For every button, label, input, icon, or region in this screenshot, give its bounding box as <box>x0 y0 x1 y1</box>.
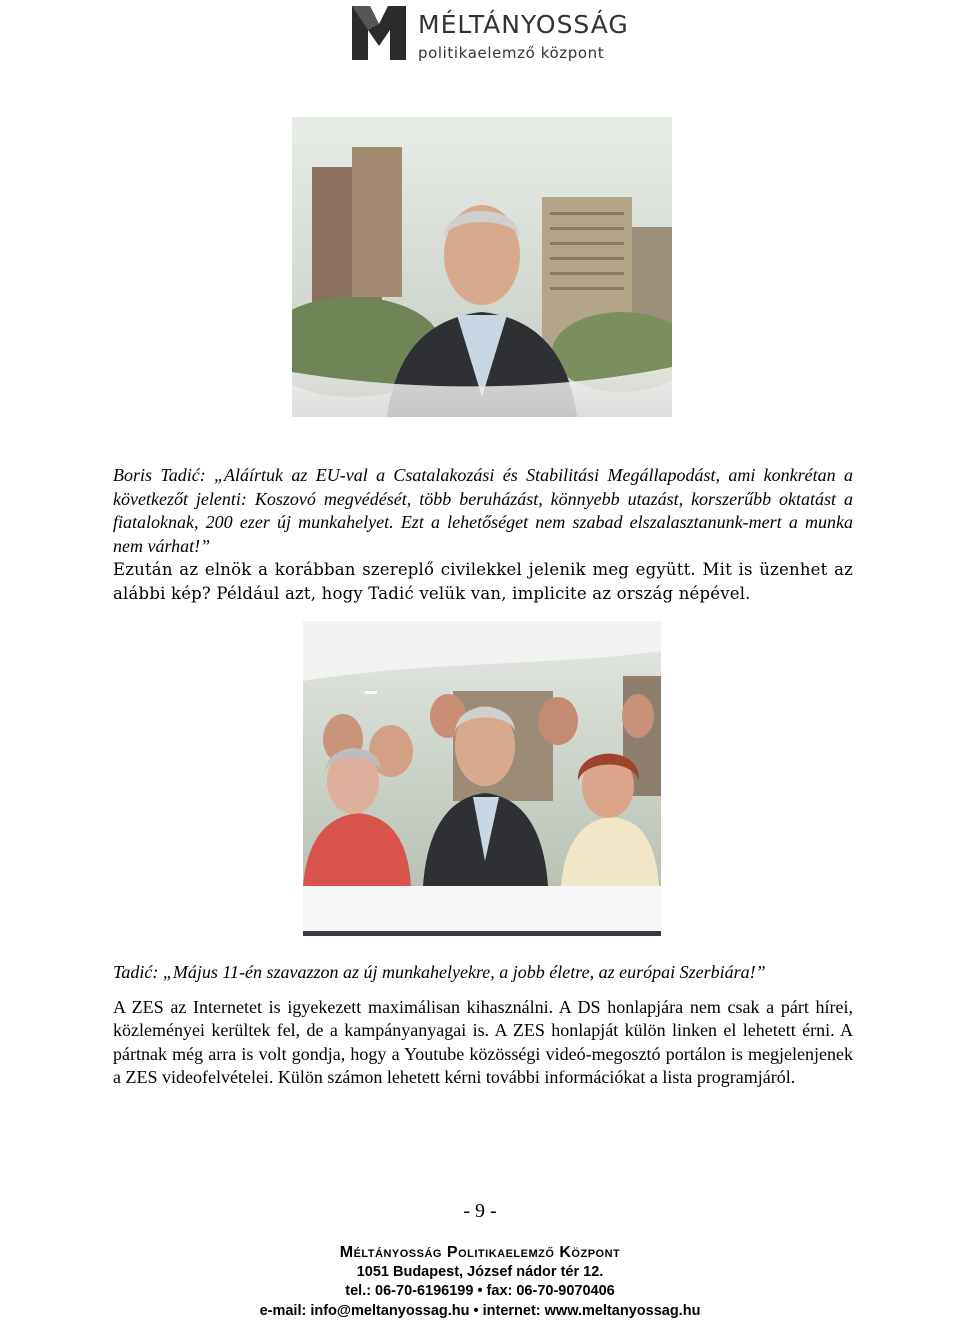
footer-email-web: e-mail: info@meltanyossag.hu • internet: www.meltanyossag.hu <box>0 1302 960 1321</box>
photo-tadic-with-civilians <box>303 621 661 936</box>
footer-org: Méltányosság Politikaelemző Központ <box>0 1243 960 1263</box>
header-logo <box>350 4 630 66</box>
logo-title: MÉLTÁNYOSSÁG <box>418 10 629 39</box>
footer <box>0 1243 960 1321</box>
paragraph-1-body: Ezután az elnök a korábban szereplő civilekkel jelenik meg együtt. Mit is üzenhet az alábbi kép? Például azt, hogy Tadić velük van, implicite az ország népével. <box>113 558 853 605</box>
logo-subtitle: politikaelemző központ <box>418 44 604 62</box>
footer-phone-fax: tel.: 06-70-6196199 • fax: 06-70-9070406 <box>0 1282 960 1302</box>
paragraph-2-body: A ZES az Internetet is igyekezett maximálisan kihasználni. A DS honlapjára nem csak a párt hírei, közleményei kerültek fel, de a kampányanyagai is. A ZES honlapját külön linken el lehetett érni. A pártnak még arra is volt gondja, hogy a Youtube közösségi videó-megosztó portálon is megjelenjenek a ZES videofelvételei. Külön számon lehetett kérni további információkat a lista programjáról. <box>113 996 853 1090</box>
photo-tadic-portrait <box>292 117 672 417</box>
caption-tadic-2: Tadić: „Május 11-én szavazzon az új munkahelyekre, a jobb életre, az európai Szerbiára!” <box>113 961 853 985</box>
quote-tadic-1: Boris Tadić: „Aláírtuk az EU-val a Csatalakozási és Stabilitási Megállapodást, ami konkrétan a következőt jelenti: Koszovó megvédését, több beruházást, könnyebb utazást, korszerűbb oktatást a fiataloknak, 200 ezer új munkahelyet. Ezt a lehetőséget nem szabad elszalasztanunk-mert a munka nem várhat!” <box>113 464 853 558</box>
footer-address: 1051 Budapest, József nádor tér 12. <box>0 1263 960 1283</box>
logo-m-icon <box>350 4 408 62</box>
paragraph-1 <box>113 464 853 605</box>
page-number: - 9 - <box>0 1200 960 1223</box>
paragraph-2-block <box>113 961 853 1090</box>
